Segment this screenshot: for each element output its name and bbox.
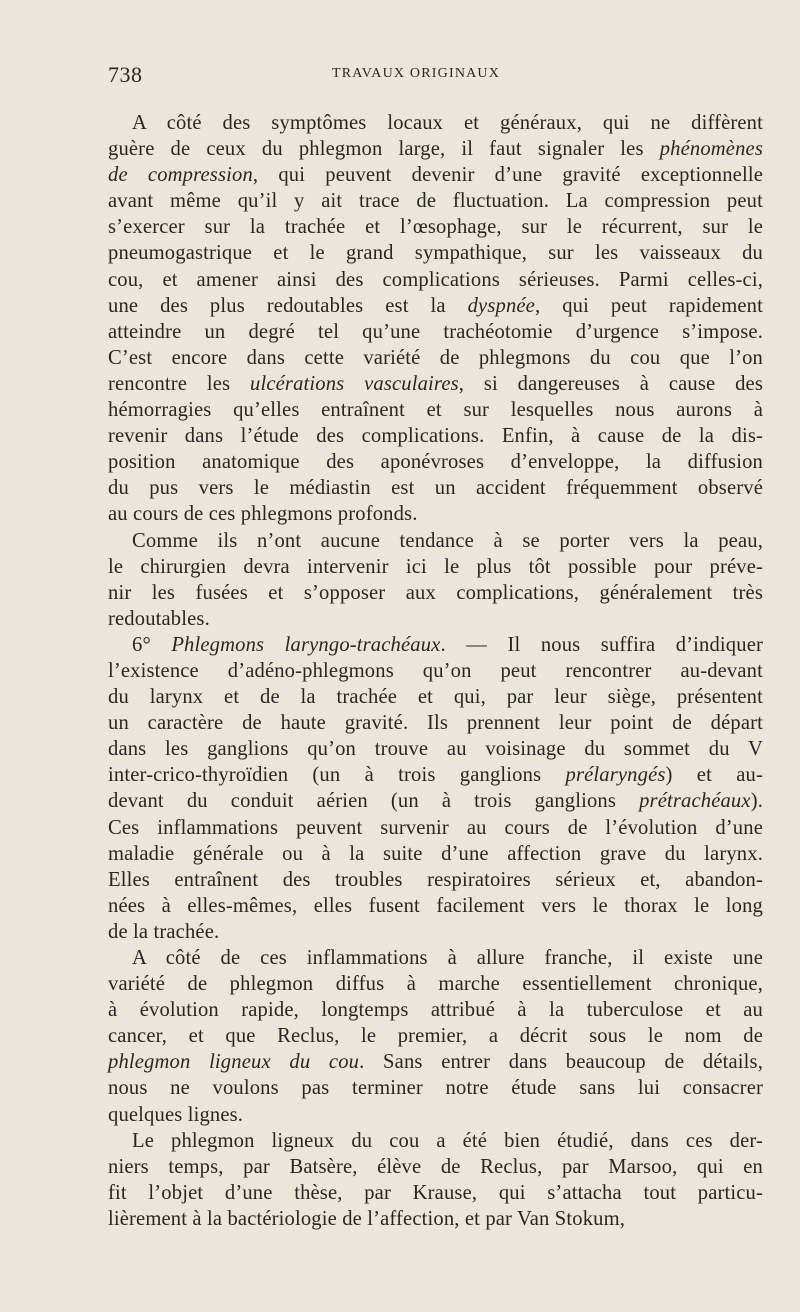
text-line bbox=[108, 110, 763, 136]
text-line bbox=[108, 867, 763, 893]
text-run: nées à elles-mêmes, elles fusent facilement vers le thorax le long bbox=[108, 894, 763, 917]
text-run: ). bbox=[750, 790, 763, 813]
text-run: , qui peuvent devenir d’une gravité exceptionnelle bbox=[252, 164, 763, 187]
text-line bbox=[108, 710, 763, 736]
text-run: lièrement à la bactériologie de l’affection, et par Van Stokum, bbox=[108, 1207, 626, 1230]
body-text bbox=[108, 110, 763, 1232]
text-run: cou, et amener ainsi des complications sérieuses. Parmi celles-ci, bbox=[108, 268, 763, 291]
text-line bbox=[108, 188, 763, 214]
text-line bbox=[108, 606, 763, 632]
text-run: une des plus redoutables est la bbox=[108, 294, 468, 317]
paragraph bbox=[108, 528, 763, 632]
italic-term: ulcérations vasculaires bbox=[250, 372, 459, 395]
italic-term: phlegmon ligneux du cou bbox=[108, 1051, 360, 1074]
text-run: cancer, et que Reclus, le premier, a décrit sous le nom de bbox=[108, 1025, 763, 1048]
text-line bbox=[108, 1206, 763, 1232]
text-run: position anatomique des aponévroses d’enveloppe, la diffusion bbox=[108, 451, 763, 474]
text-run: Le phlegmon ligneux du cou a été bien étudié, dans ces der- bbox=[132, 1129, 763, 1152]
text-line bbox=[108, 919, 763, 945]
text-line bbox=[108, 371, 763, 397]
text-line bbox=[108, 1049, 763, 1075]
text-line bbox=[108, 214, 763, 240]
text-line bbox=[108, 971, 763, 997]
text-run: . Sans entrer dans beaucoup de détails, bbox=[359, 1051, 763, 1074]
text-run: devant du conduit aérien (un à trois ganglions bbox=[108, 790, 640, 813]
text-run: l’existence d’adéno-phlegmons qu’on peut rencontrer au-devant bbox=[108, 659, 763, 682]
text-run: redoutables. bbox=[108, 607, 210, 630]
text-run: , qui peut rapidement bbox=[534, 294, 763, 317]
text-line bbox=[108, 449, 763, 475]
text-line bbox=[108, 893, 763, 919]
text-line bbox=[108, 162, 763, 188]
text-run: Ces inflammations peuvent survenir au cours de l’évolution d’une bbox=[108, 816, 763, 839]
text-line bbox=[108, 1075, 763, 1101]
text-run: A côté de ces inflammations à allure franche, il existe une bbox=[132, 947, 763, 969]
text-run: le chirurgien devra intervenir ici le plus tôt possible pour préve- bbox=[108, 555, 763, 578]
text-line bbox=[108, 1154, 763, 1180]
text-run: rencontre les bbox=[108, 372, 250, 395]
text-line bbox=[108, 554, 763, 580]
paragraph bbox=[108, 945, 763, 1128]
text-run: . — Il nous suffira d’indiquer bbox=[440, 633, 763, 656]
italic-term: de compression bbox=[108, 164, 253, 187]
text-run: dans les ganglions qu’on trouve au voisinage du sommet du V bbox=[108, 738, 763, 761]
text-line bbox=[108, 658, 763, 684]
paragraph bbox=[108, 110, 763, 528]
text-line bbox=[108, 528, 763, 554]
text-line bbox=[108, 788, 763, 814]
text-run: de la trachée. bbox=[108, 920, 220, 943]
text-run: quelques lignes. bbox=[108, 1103, 244, 1126]
text-run: Elles entraînent des troubles respiratoires sérieux et, abandon- bbox=[108, 868, 763, 891]
text-line bbox=[108, 684, 763, 710]
text-run: hémorragies qu’elles entraînent et sur lesquelles nous aurons à bbox=[108, 399, 763, 422]
text-line bbox=[108, 736, 763, 762]
text-line bbox=[108, 1023, 763, 1049]
text-line bbox=[108, 1180, 763, 1206]
text-run: au cours de ces phlegmons profonds. bbox=[108, 503, 418, 526]
text-line bbox=[108, 136, 763, 162]
text-line bbox=[108, 397, 763, 423]
paragraph bbox=[108, 632, 763, 945]
text-line bbox=[108, 293, 763, 319]
text-line bbox=[108, 762, 763, 788]
text-run: inter-crico-thyroïdien (un à trois ganglions bbox=[108, 764, 566, 787]
text-run: , si dangereuses à cause des bbox=[458, 372, 763, 395]
text-run: 6° bbox=[132, 633, 172, 656]
text-run: nous ne voulons pas terminer notre étude sans lui consacrer bbox=[108, 1077, 763, 1100]
text-run: nir les fusées et s’opposer aux complications, généralement très bbox=[108, 581, 763, 604]
text-line bbox=[108, 945, 763, 971]
italic-term: phénomènes bbox=[659, 138, 763, 161]
text-run: niers temps, par Batsère, élève de Reclus, par Marsoo, qui en bbox=[108, 1155, 763, 1178]
text-line bbox=[108, 632, 763, 658]
text-run: maladie générale ou à la suite d’une affection grave du larynx. bbox=[108, 842, 763, 865]
text-line bbox=[108, 1102, 763, 1128]
text-line bbox=[108, 997, 763, 1023]
text-run: revenir dans l’étude des complications. Enfin, à cause de la dis- bbox=[108, 425, 763, 448]
text-run: pneumogastrique et le grand sympathique, sur les vaisseaux du bbox=[108, 242, 763, 265]
text-line bbox=[108, 267, 763, 293]
text-run: un caractère de haute gravité. Ils prennent leur point de départ bbox=[108, 712, 763, 735]
text-run: à évolution rapide, longtemps attribué à la tuberculose et au bbox=[108, 999, 763, 1022]
text-run: s’exercer sur la trachée et l’œsophage, sur le récurrent, sur le bbox=[108, 216, 763, 239]
italic-term: dyspnée bbox=[467, 294, 535, 317]
italic-term: prélaryngés bbox=[565, 764, 666, 787]
text-run: A côté des symptômes locaux et généraux, qui ne diffèrent bbox=[132, 112, 763, 134]
text-run: C’est encore dans cette variété de phlegmons du cou que l’on bbox=[108, 346, 763, 369]
text-run: atteindre un degré tel qu’une trachéotomie d’urgence s’impose. bbox=[108, 320, 763, 343]
text-line bbox=[108, 1128, 763, 1154]
text-line bbox=[108, 319, 763, 345]
paragraph bbox=[108, 1128, 763, 1232]
text-line bbox=[108, 815, 763, 841]
page-number: 738 bbox=[108, 62, 143, 87]
italic-term: Phlegmons laryngo-trachéaux bbox=[171, 633, 441, 656]
text-run: du pus vers le médiastin est un accident fréquemment observé bbox=[108, 477, 763, 500]
page-header bbox=[108, 62, 762, 92]
text-line bbox=[108, 345, 763, 371]
text-run: fit l’objet d’une thèse, par Krause, qui s’attacha tout particu- bbox=[108, 1181, 763, 1204]
text-line bbox=[108, 423, 763, 449]
running-head: TRAVAUX ORIGINAUX bbox=[332, 66, 501, 81]
text-line bbox=[108, 501, 763, 527]
text-run: ) et au- bbox=[665, 764, 763, 787]
text-line bbox=[108, 475, 763, 501]
text-line bbox=[108, 580, 763, 606]
text-run: variété de phlegmon diffus à marche essentiellement chronique, bbox=[108, 973, 763, 996]
text-line bbox=[108, 841, 763, 867]
text-run: avant même qu’il y ait trace de fluctuation. La compression peut bbox=[108, 190, 763, 213]
italic-term: prétrachéaux bbox=[639, 790, 751, 813]
text-run: guère de ceux du phlegmon large, il faut signaler les bbox=[108, 138, 660, 161]
text-line bbox=[108, 240, 763, 266]
text-run: Comme ils n’ont aucune tendance à se porter vers la peau, bbox=[132, 529, 763, 552]
text-run: du larynx et de la trachée et qui, par leur siège, présentent bbox=[108, 686, 763, 709]
